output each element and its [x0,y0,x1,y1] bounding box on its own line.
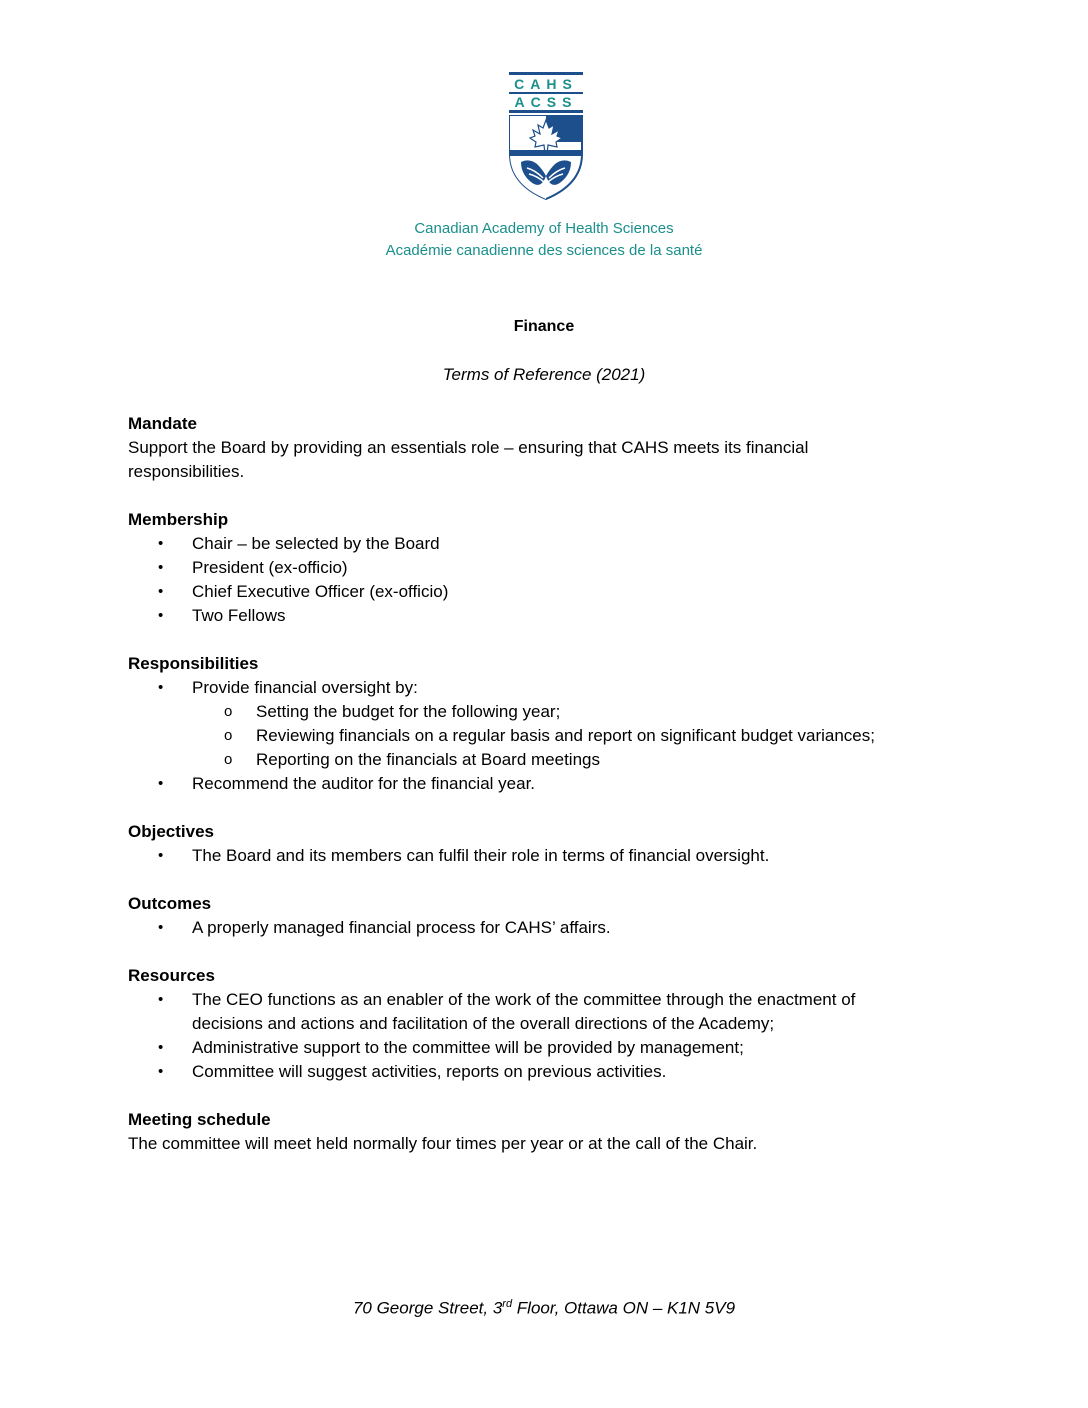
document-body [128,412,928,1180]
list-item-text: Administrative support to the committee will be provided by management; [192,1038,744,1057]
cahs-crest-icon [507,72,585,200]
list-item-text: The CEO functions as an enabler of the work of the committee through the enactment of decisions and actions and facilitation of the overall directions of the Academy; [192,990,856,1033]
list-item [128,532,928,556]
svg-text:ACSS: ACSS [514,94,578,110]
section-heading: Mandate [128,414,197,433]
list-item [128,1036,928,1060]
list-item-text: Chair – be selected by the Board [192,534,440,553]
resources-list [128,988,928,1084]
list-item [128,676,928,772]
bullet-icon: • [158,919,164,936]
list-item-text: The Board and its members can fulfil their role in terms of financial oversight. [192,846,770,865]
bullet-icon: • [158,847,164,864]
svg-text:CAHS: CAHS [514,76,578,92]
list-item-text: Provide financial oversight by: [192,678,418,697]
section-resources [128,964,928,1084]
cahs-logo [507,72,585,200]
bullet-icon: • [158,679,164,696]
list-item-text: Committee will suggest activities, reports on previous activities. [192,1062,667,1081]
responsibilities-sub-list [192,700,928,772]
bullet-icon: • [158,559,164,576]
sub-list-item [192,724,928,748]
sub-list-item-text: Reviewing financials on a regular basis and report on significant budget variances; [256,726,875,745]
objectives-list [128,844,928,868]
org-name-french: Académie canadienne des sciences de la santé [385,242,703,259]
bullet-icon: • [158,775,164,792]
list-item [128,772,928,796]
list-item [128,844,928,868]
section-meeting-schedule [128,1108,928,1156]
footer-address-part2: Floor, Ottawa ON – K1N 5V9 [512,1298,736,1318]
section-heading: Membership [128,510,229,529]
footer-address-part1: 70 George Street, 3 [352,1298,503,1318]
org-name-english: Canadian Academy of Health Sciences [414,220,674,237]
sub-list-item [192,748,928,772]
document-subtitle: Terms of Reference (2021) [442,365,646,384]
bullet-icon: • [158,607,164,624]
footer-address-superscript: rd [502,1298,513,1310]
section-membership [128,508,928,628]
list-item-text: Chief Executive Officer (ex-officio) [192,582,449,601]
organization-names [0,218,1088,262]
section-heading: Resources [128,966,215,985]
section-heading: Meeting schedule [128,1110,271,1129]
bullet-icon: • [158,1039,164,1056]
list-item-text: President (ex-officio) [192,558,348,577]
bullet-icon: • [158,583,164,600]
section-objectives [128,820,928,868]
section-heading: Objectives [128,822,214,841]
section-outcomes [128,892,928,940]
list-item [128,604,928,628]
membership-list [128,532,928,628]
bullet-icon: • [158,535,164,552]
list-item-text: Recommend the auditor for the financial year. [192,774,536,793]
sub-list-item-text: Reporting on the financials at Board meetings [256,750,600,769]
sub-list-item-text: Setting the budget for the following year; [256,702,561,721]
list-item [128,916,928,940]
outcomes-list [128,916,928,940]
mandate-text: Support the Board by providing an essentials role – ensuring that CAHS meets its financial responsibilities. [128,438,809,481]
list-item [128,556,928,580]
list-item [128,1060,928,1084]
sub-bullet-icon: o [224,727,233,744]
section-heading: Responsibilities [128,654,259,673]
document-title: Finance [513,318,575,335]
section-responsibilities [128,652,928,796]
list-item [128,580,928,604]
responsibilities-list [128,676,928,796]
sub-list-item [192,700,928,724]
list-item [128,988,928,1036]
section-mandate [128,412,928,484]
bullet-icon: • [158,991,164,1008]
list-item-text: Two Fellows [192,606,286,625]
sub-bullet-icon: o [224,703,233,720]
list-item-text: A properly managed financial process for CAHS’ affairs. [192,918,611,937]
meeting-schedule-text: The committee will meet held normally four times per year or at the call of the Chair. [128,1134,758,1153]
sub-bullet-icon: o [224,751,233,768]
bullet-icon: • [158,1063,164,1080]
footer-address [0,1298,1088,1319]
section-heading: Outcomes [128,894,212,913]
